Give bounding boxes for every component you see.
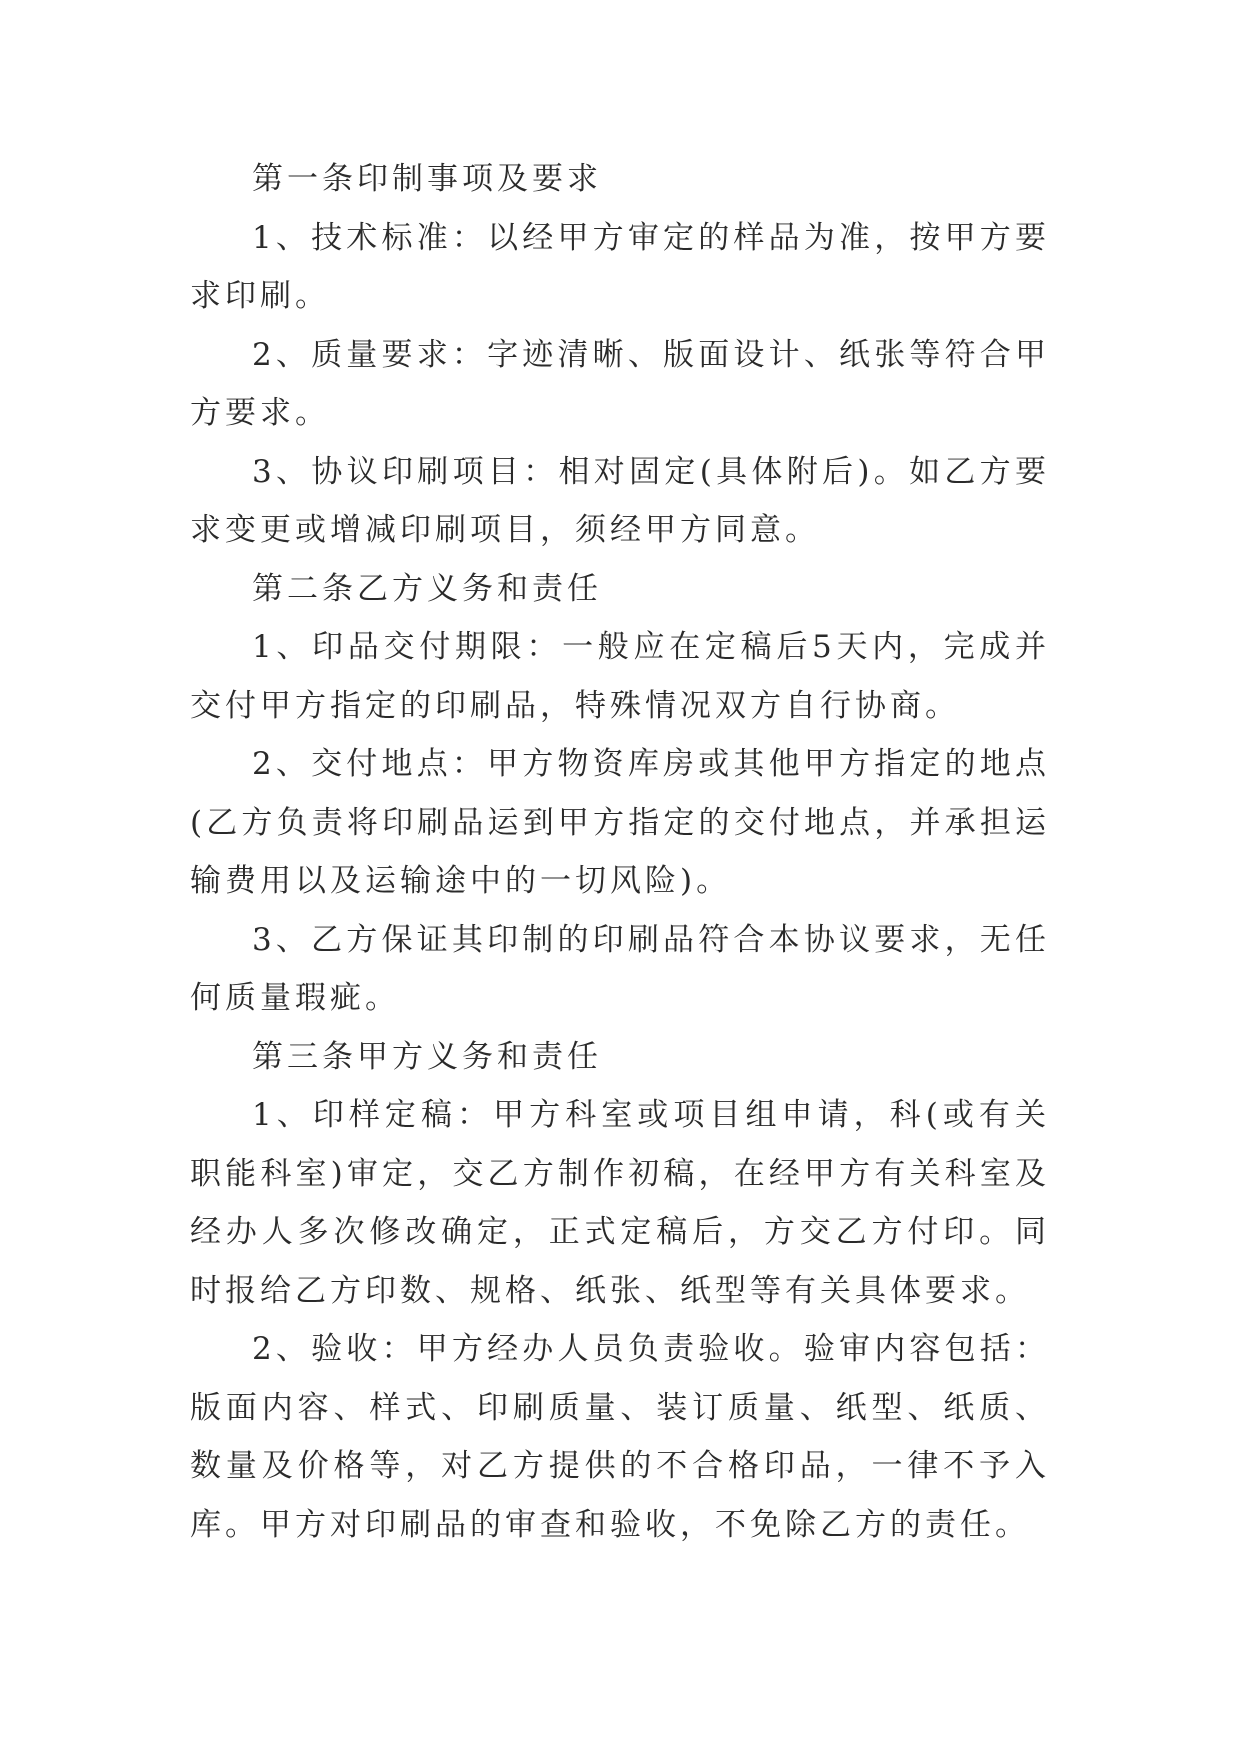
- section-2-item-1: 1、印品交付期限：一般应在定稿后5天内，完成并交付甲方指定的印刷品，特殊情况双方自行协商。: [190, 629, 1050, 724]
- section-1-heading: 第一条印制事项及要求: [252, 161, 602, 197]
- section-2-item-2: 2、交付地点：甲方物资库房或其他甲方指定的地点(乙方负责将印刷品运到甲方指定的交付地点，并承担运输费用以及运输途中的一切风险)。: [190, 746, 1050, 899]
- section-3-item-2: 2、验收：甲方经办人员负责验收。验审内容包括：版面内容、样式、印刷质量、装订质量、纸型、纸质、数量及价格等，对乙方提供的不合格印品，一律不予入库。甲方对印刷品的审查和验收，不免除乙方的责任。: [190, 1331, 1050, 1543]
- section-1-item-2: 2、质量要求：字迹清晰、版面设计、纸张等符合甲方要求。: [190, 336, 1050, 431]
- section-3-item-1: 1、印样定稿：甲方科室或项目组申请，科(或有关职能科室)审定，交乙方制作初稿，在经甲方有关科室及经办人多次修改确定，正式定稿后，方交乙方付印。同时报给乙方印数、规格、纸张、纸型等有关具体要求。: [190, 1097, 1050, 1309]
- section-1-item-1: 1、技术标准：以经甲方审定的样品为准，按甲方要求印刷。: [190, 219, 1050, 314]
- section-1-item-3: 3、协议印刷项目：相对固定(具体附后)。如乙方要求变更或增减印刷项目，须经甲方同意。: [190, 453, 1050, 548]
- section-2-heading: 第二条乙方义务和责任: [252, 570, 602, 607]
- section-2-item-3: 3、乙方保证其印制的印刷品符合本协议要求，无任何质量瑕疵。: [190, 921, 1050, 1016]
- section-3-heading: 第三条甲方义务和责任: [252, 1038, 602, 1075]
- document-body: [190, 150, 1050, 1554]
